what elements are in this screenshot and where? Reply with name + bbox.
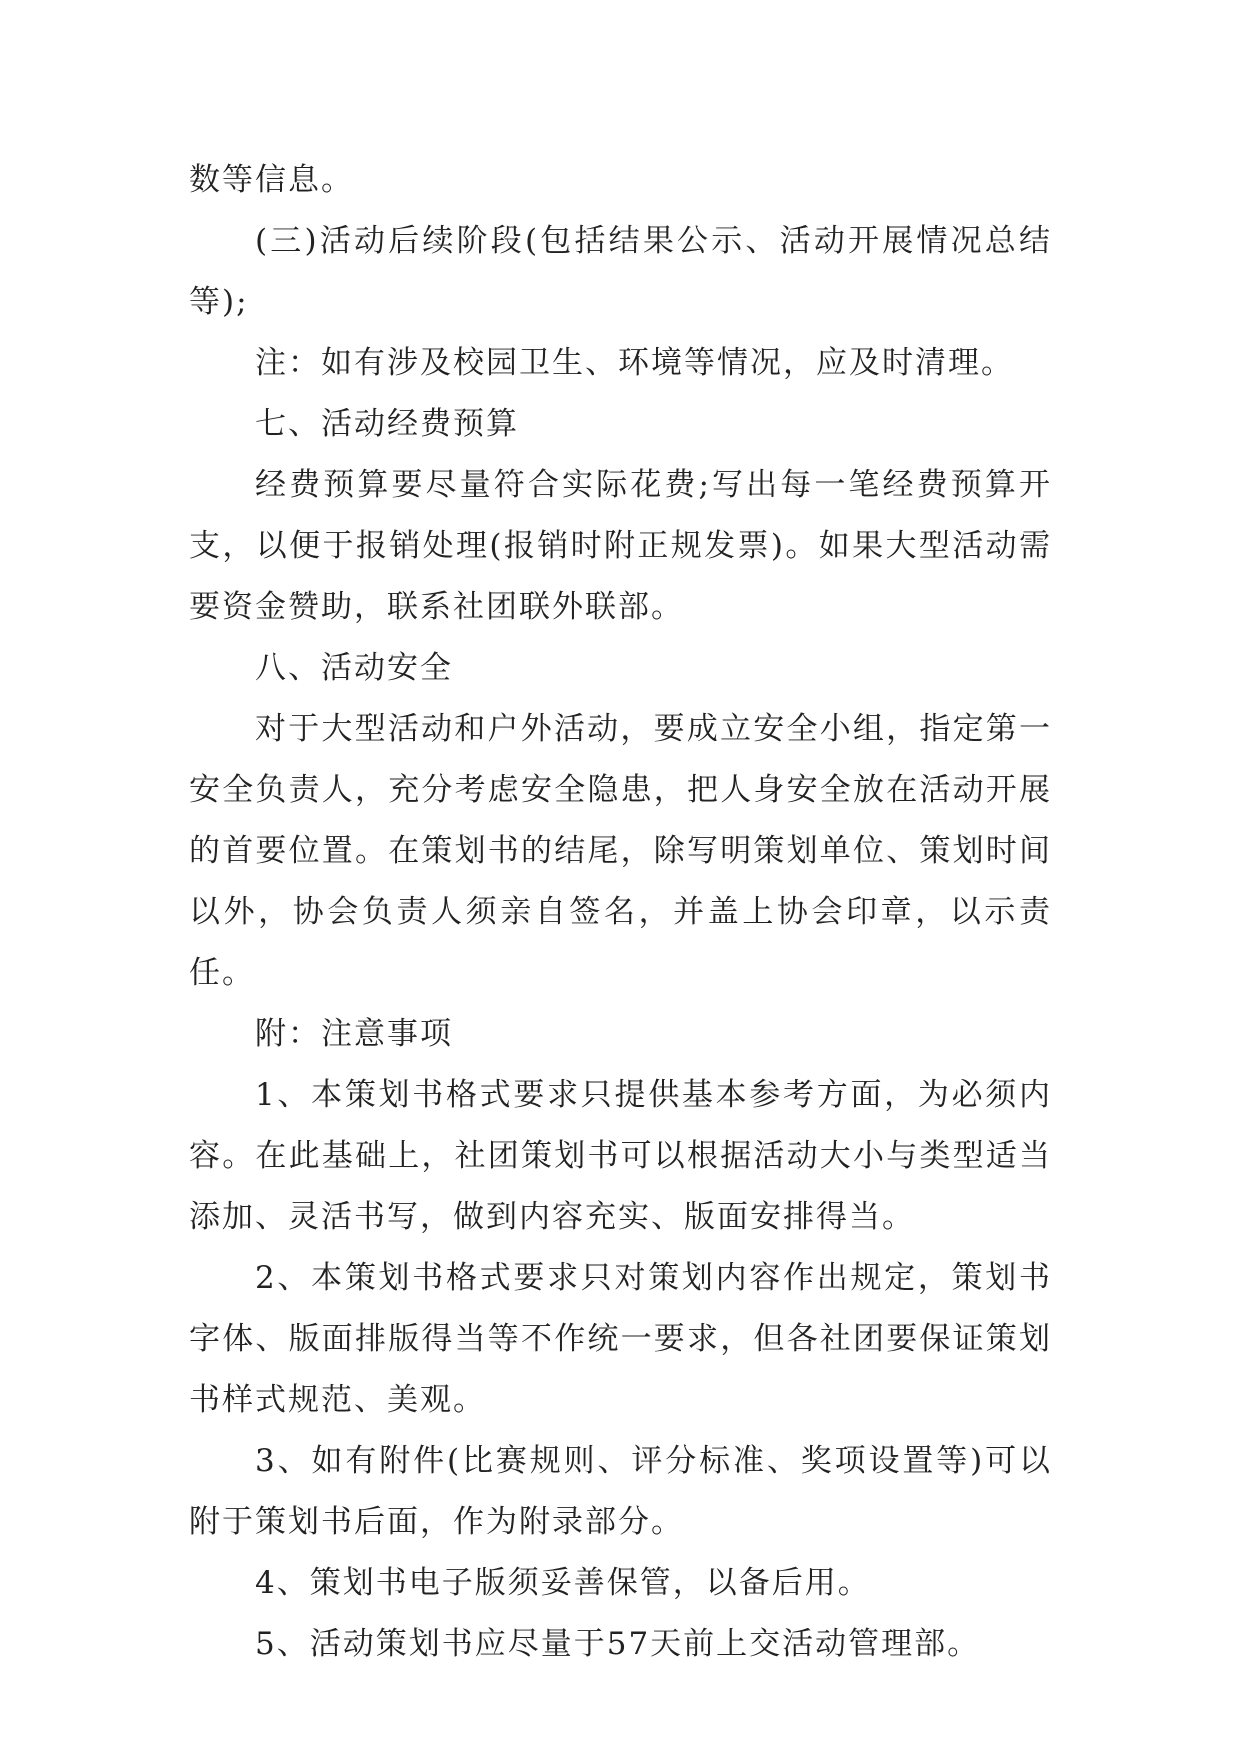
note-item-4: 4、策划书电子版须妥善保管，以备后用。 <box>255 1565 871 1601</box>
heading-budget: 七、活动经费预算 <box>255 406 519 442</box>
paragraph-follow-up-stage: (三)活动后续阶段(包括结果公示、活动开展情况总结等); <box>189 223 1052 320</box>
heading-notes: 附：注意事项 <box>255 1016 453 1052</box>
paragraph-continuation: 数等信息。 <box>189 162 354 198</box>
paragraph-note-cleanup: 注：如有涉及校园卫生、环境等情况，应及时清理。 <box>255 345 1014 381</box>
note-item-1: 1、本策划书格式要求只提供基本参考方面，为必须内容。在此基础上，社团策划书可以根据活动大小与类型适当添加、灵活书写，做到内容充实、版面安排得当。 <box>189 1077 1052 1235</box>
note-item-2: 2、本策划书格式要求只对策划内容作出规定，策划书字体、版面排版得当等不作统一要求，但各社团要保证策划书样式规范、美观。 <box>189 1260 1052 1418</box>
paragraph-budget: 经费预算要尽量符合实际花费;写出每一笔经费预算开支，以便于报销处理(报销时附正规发票)。如果大型活动需要资金赞助，联系社团联外联部。 <box>189 467 1052 625</box>
note-item-5: 5、活动策划书应尽量于57天前上交活动管理部。 <box>255 1626 981 1662</box>
note-item-3: 3、如有附件(比赛规则、评分标准、奖项设置等)可以附于策划书后面，作为附录部分。 <box>189 1443 1052 1540</box>
paragraph-safety: 对于大型活动和户外活动，要成立安全小组，指定第一安全负责人，充分考虑安全隐患，把人身安全放在活动开展的首要位置。在策划书的结尾，除写明策划单位、策划时间以外，协会负责人须亲自签名，并盖上协会印章，以示责任。 <box>189 711 1052 991</box>
document-body <box>189 150 1052 1675</box>
heading-safety: 八、活动安全 <box>255 650 453 686</box>
